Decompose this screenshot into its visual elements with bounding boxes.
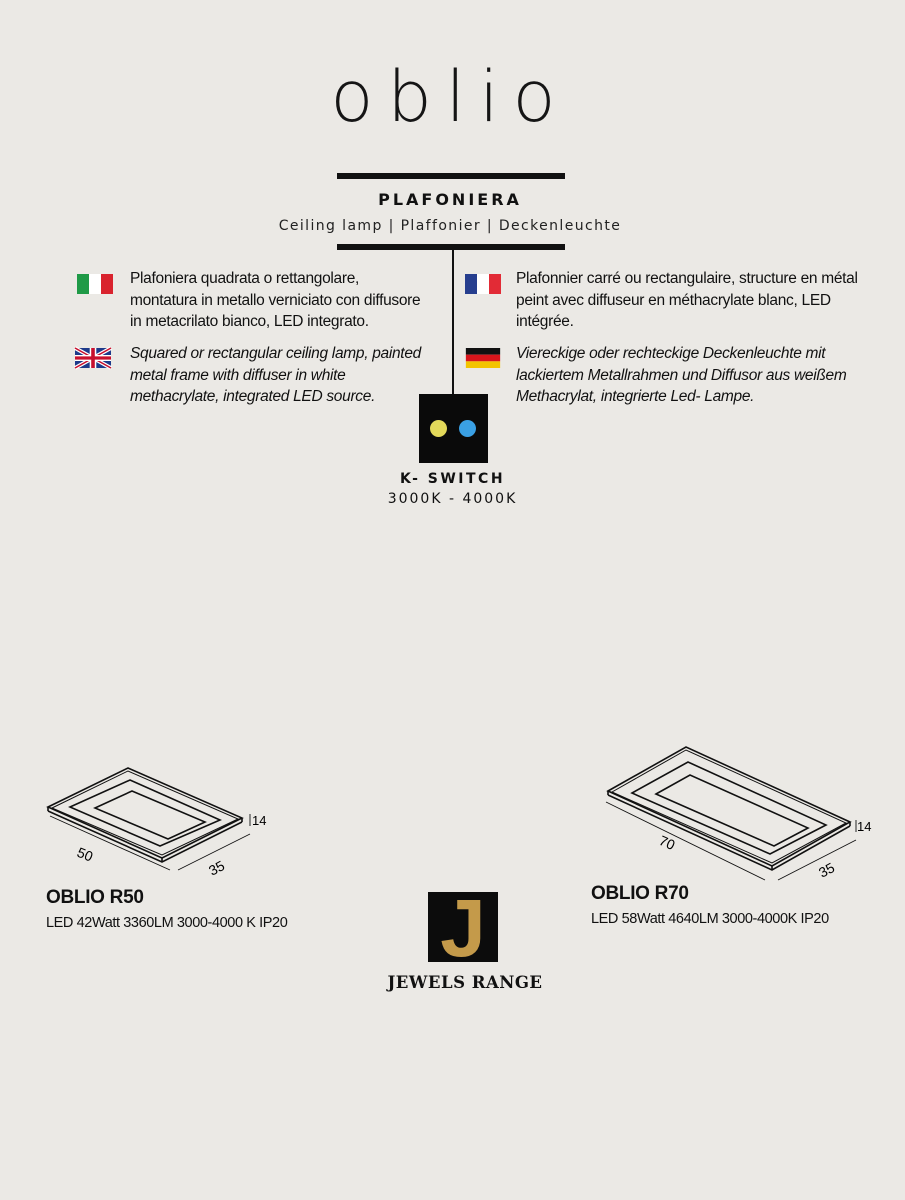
oblio-r70-drawing [600,742,870,882]
jewels-range-logo-icon [428,883,498,974]
category-title: PLAFONIERA [378,190,522,209]
germany-flag-icon [465,348,501,368]
description-italian: Plafoniera quadrata o rettangolare, montatura in metallo verniciato con diffusore in metacrilato bianco, LED integrato. [130,270,421,330]
jewels-range-label: JEWELS RANGE [387,973,543,992]
model-r70-spec: LED 58Watt 4640LM 3000-4000K IP20 [591,911,829,927]
uk-flag-icon [75,348,111,368]
description-french: Plafonnier carré ou rectangulaire, structure en métal peint avec diffuseur en méthacrylate blanc, LED intégrée. [516,270,858,330]
r50-width-dim: 35 [205,857,228,879]
r70-length-dim: 70 [656,832,678,854]
france-flag-icon [465,274,501,294]
connector-line [452,250,454,394]
r50-height-dim: 14 [252,813,267,828]
description-english: Squared or rectangular ceiling lamp, painted metal frame with diffuser in white methacrylate, integrated LED source. [130,345,421,405]
r50-length-dim: 50 [74,843,96,865]
model-r50-name: OBLIO R50 [46,887,144,908]
r70-height-dim: 14 [857,819,872,834]
description-german: Viereckige oder rechteckige Deckenleuchte mit lackiertem Metallrahmen und Diffusor aus weißem Methacrylat, integrierte Led- Lampe. [516,345,847,405]
k-switch-range: 3000K - 4000K [387,491,518,507]
brand-title: oblio [330,56,570,138]
logo-letter: J [440,883,486,974]
top-divider [337,173,565,179]
model-r70-name: OBLIO R70 [591,883,689,904]
warm-light-dot [430,420,447,437]
k-switch-icon [419,394,488,463]
model-r50-spec: LED 42Watt 3360LM 3000-4000 K IP20 [46,915,288,931]
italy-flag-icon [77,274,113,294]
category-subtitle: Ceiling lamp | Plaffonier | Deckenleuchte [278,218,622,234]
cool-light-dot [459,420,476,437]
r70-width-dim: 35 [815,859,838,881]
oblio-r50-drawing [40,760,290,880]
k-switch-label: K- SWITCH [399,471,506,487]
bottom-divider [337,244,565,250]
